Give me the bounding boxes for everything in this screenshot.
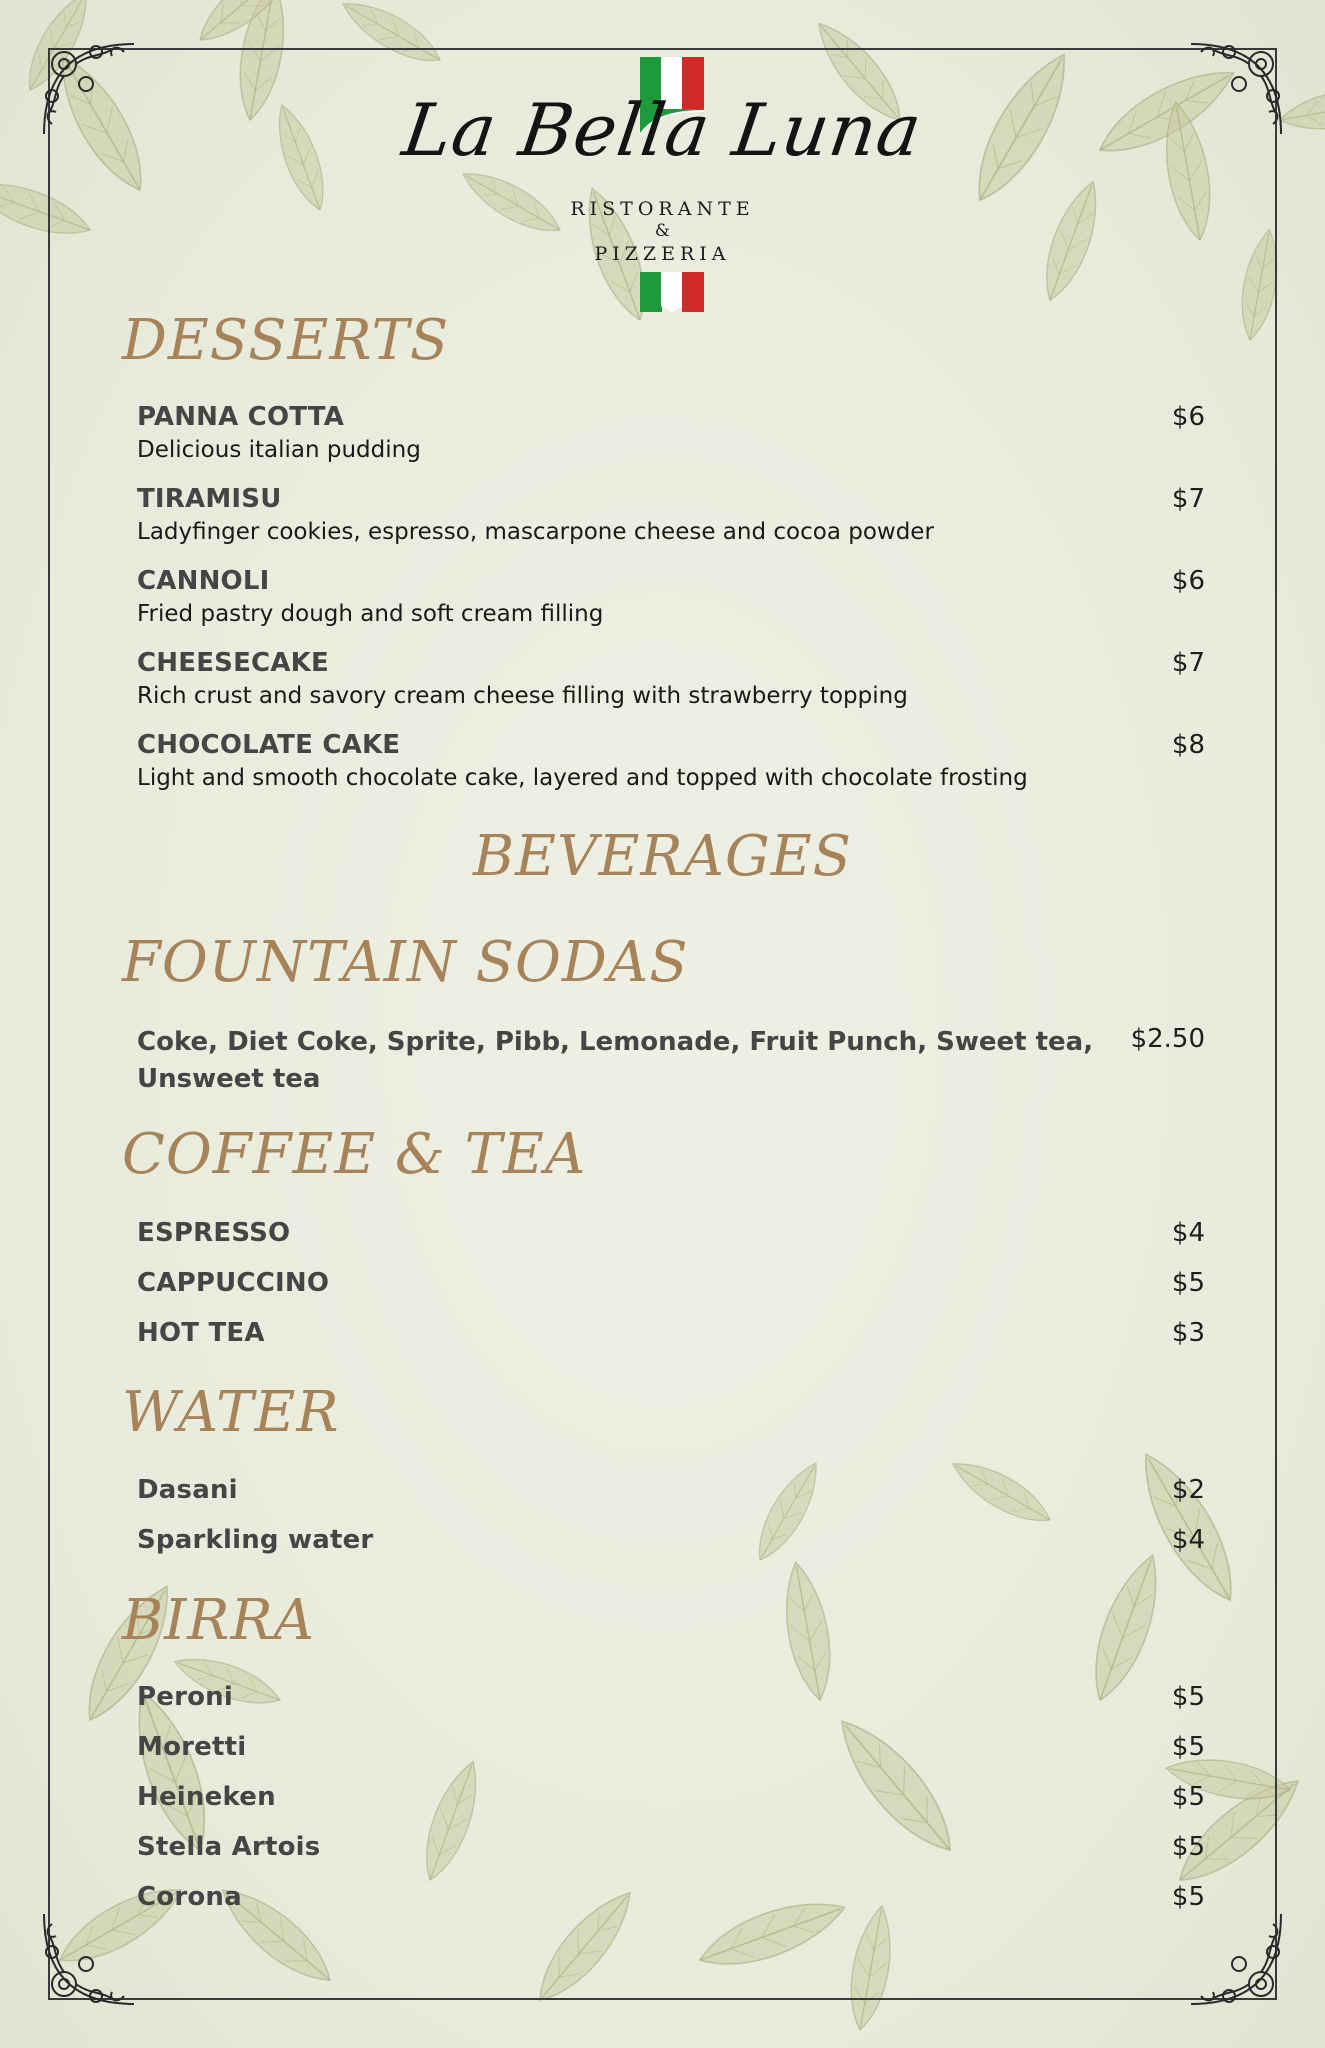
menu-item — [137, 730, 1205, 791]
item-price: $5 — [1171, 1682, 1205, 1712]
item-description: Fried pastry dough and soft cream filling — [137, 601, 604, 627]
item-name: Coke, Diet Coke, Sprite, Pibb, Lemonade, Fruit Punch, Sweet tea, Unsweet tea — [137, 1027, 1094, 1094]
corner-flourish-icon — [34, 1902, 146, 2014]
section-title-water: WATER — [122, 1380, 340, 1445]
item-price: $4 — [1171, 1218, 1205, 1248]
item-name: CHOCOLATE CAKE — [137, 730, 401, 760]
item-description: Ladyfinger cookies, espresso, mascarpone cheese and cocoa powder — [137, 519, 934, 545]
item-price: $5 — [1171, 1882, 1205, 1912]
item-name: Corona — [137, 1882, 242, 1912]
section-title-desserts: DESSERTS — [122, 308, 450, 373]
item-name: Moretti — [137, 1732, 247, 1762]
restaurant-subtitle-line1: RISTORANTE — [570, 198, 755, 220]
corner-flourish-icon — [1179, 1902, 1291, 2014]
item-name: CHEESECAKE — [137, 648, 329, 678]
item-price: $5 — [1171, 1268, 1205, 1298]
restaurant-subtitle-line2: PIZZERIA — [594, 243, 731, 265]
item-name: Dasani — [137, 1475, 238, 1505]
item-description: Rich crust and savory cream cheese filling with strawberry topping — [137, 683, 908, 709]
section-title-coffee-tea: COFFEE & TEA — [122, 1122, 587, 1187]
item-description: Delicious italian pudding — [137, 437, 421, 463]
menu-item — [137, 1475, 1205, 1505]
section-title-fountain-sodas: FOUNTAIN SODAS — [122, 930, 689, 995]
item-name: Peroni — [137, 1682, 233, 1712]
item-price: $8 — [1171, 730, 1205, 760]
item-price: $7 — [1171, 484, 1205, 514]
item-price: $7 — [1171, 648, 1205, 678]
item-description: Light and smooth chocolate cake, layered and topped with chocolate frosting — [137, 765, 1028, 791]
menu-item — [137, 648, 1205, 709]
item-name: Sparkling water — [137, 1525, 374, 1555]
section-title-birra: BIRRA — [122, 1588, 316, 1653]
menu-item — [137, 402, 1205, 463]
item-price: $5 — [1171, 1832, 1205, 1862]
menu-item — [137, 566, 1205, 627]
restaurant-name: La Bella Luna — [397, 88, 928, 172]
menu-item — [137, 1318, 1205, 1348]
menu-item — [137, 1268, 1205, 1298]
item-price: $6 — [1171, 566, 1205, 596]
section-title-beverages: BEVERAGES — [473, 824, 852, 889]
item-price: $3 — [1171, 1318, 1205, 1348]
item-name: HOT TEA — [137, 1318, 265, 1348]
menu-item — [137, 1832, 1205, 1862]
item-price: $5 — [1171, 1782, 1205, 1812]
menu-item — [137, 1732, 1205, 1762]
italian-flag-icon — [640, 272, 704, 314]
item-name: Stella Artois — [137, 1832, 321, 1862]
menu-item — [137, 1525, 1205, 1555]
item-name: Heineken — [137, 1782, 276, 1812]
item-name: CANNOLI — [137, 566, 270, 596]
menu-item — [137, 1882, 1205, 1912]
item-name: CAPPUCCINO — [137, 1268, 330, 1298]
item-price: $5 — [1171, 1732, 1205, 1762]
item-price: $2.50 — [1130, 1024, 1205, 1054]
menu-item — [137, 484, 1205, 545]
item-price: $6 — [1171, 402, 1205, 432]
menu-item — [137, 1682, 1205, 1712]
item-name: PANNA COTTA — [137, 402, 345, 432]
menu-item — [137, 1782, 1205, 1812]
menu-item — [137, 1218, 1205, 1248]
item-price: $4 — [1171, 1525, 1205, 1555]
menu-item — [137, 1024, 1205, 1098]
item-price: $2 — [1171, 1475, 1205, 1505]
item-name: ESPRESSO — [137, 1218, 291, 1248]
item-name: TIRAMISU — [137, 484, 282, 514]
restaurant-subtitle-ampersand: & — [654, 221, 671, 241]
